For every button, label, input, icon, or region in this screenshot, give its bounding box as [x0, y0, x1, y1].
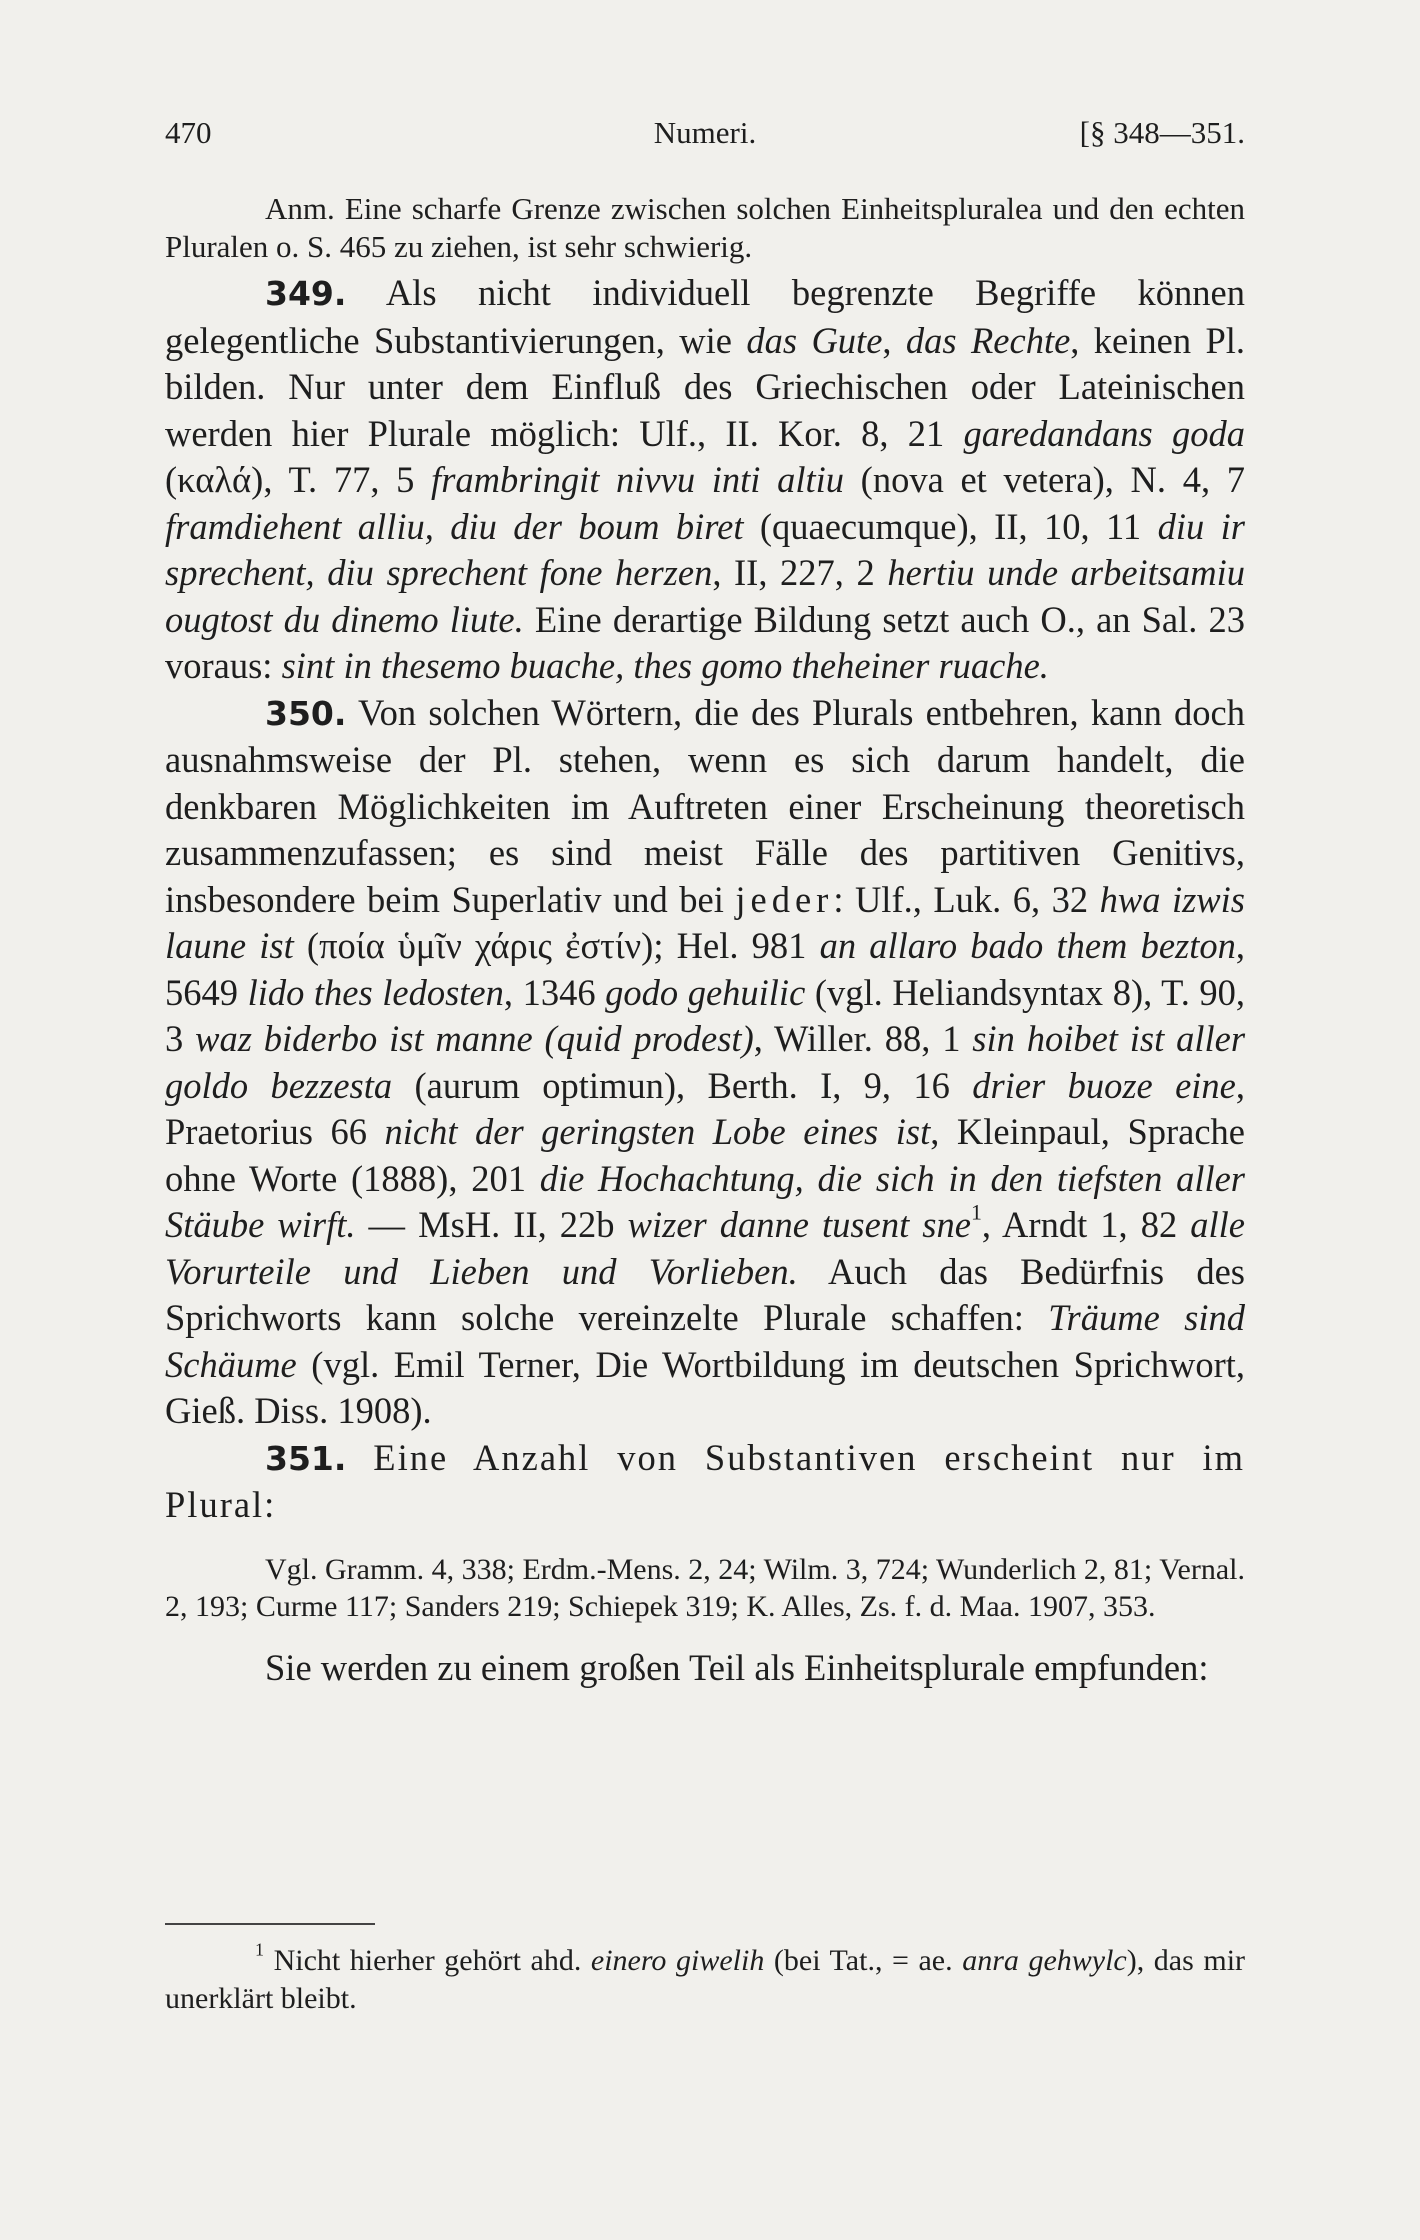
literature-references: Vgl. Gramm. 4, 338; Erdm.-Mens. 2, 24; Wilm. 3, 724; Wunderlich 2, 81; Vernal. 2, 193; Curme 117; Sanders 219; Schiepek 319; K. Alles, Zs. f. d. Maa. 1907, 353.: [165, 1552, 1245, 1623]
section-350: 350. Von solchen Wörtern, die des Plurals entbehren, kann doch ausnahmsweise der Pl. stehen, wenn es sich darum handelt, die denkbaren Möglichkeiten im Auftreten einer Erscheinung theoretisch zusammenzufassen; es sind meist Fälle des partitiven Genitivs, insbesondere beim Superlativ und bei jeder: Ulf., Luk. 6, 32 hwa izwis laune ist (ποία ὑμῖν χάρις ἐστίν); Hel. 981 an allaro bado them bezton, 5649 lido thes ledosten, 1346 godo gehuilic (vgl. Heliandsyntax 8), T. 90, 3 waz biderbo ist manne (quid prodest), Willer. 88, 1 sin hoibet ist aller goldo bezzesta (aurum optimun), Berth. I, 9, 16 drier buoze eine, Praetorius 66 nicht der geringsten Lobe eines ist, Kleinpaul, Sprache ohne Worte (1888), 201 die Hochachtung, die sich in den tiefsten aller Stäube wirft. — MsH. II, 22b wizer danne tusent sne$^1$, Arndt 1, 82 alle Vorurteile und Lieben und Vorlieben. Auch das Bedürfnis des Sprichworts kann solche vereinzelte Plurale schaffen: Träume sind Schäume (vgl. Emil Terner, Die Wortbildung im deutschen Sprichwort, Gieß. Diss. 1908).: [165, 691, 1246, 1431]
text-body: [165, 190, 1245, 1691]
footnote-ref[interactable]: 1: [970, 1199, 982, 1225]
footnote: $^1$ Nicht hierher gehört ahd. einero giwelih (bei Tat., = ae. anra gehwylc), das mir unerklärt bleibt.: [165, 1939, 1246, 2015]
section-range: [§ 348—351.: [1079, 115, 1245, 150]
section-number-350: 350.: [265, 693, 347, 733]
anm-note: Anm. Eine scharfe Grenze zwischen solchen Einheitspluraleа und den echten Pluralen o. S. 465 zu ziehen, ist sehr schwierig.: [165, 191, 1245, 264]
footnote-mark: 1: [255, 1939, 264, 1960]
closing-paragraph: Sie werden zu einem großen Teil als Einheitsplurale empfunden:: [265, 1646, 1209, 1688]
page-number: 470: [165, 115, 212, 150]
section-number-351: 351.: [265, 1438, 347, 1478]
section-349: 349. Als nicht individuell begrenzte Begriffe können gelegentliche Substantivierungen, wie das Gute, das Rechte, keinen Pl. bilden. Nur unter dem Einfluß des Griechischen oder Lateinischen werden hier Plurale möglich: Ulf., II. Kor. 8, 21 garedandans goda (καλά), T. 77, 5 frambringit nivvu inti altiu (nova et vetera), N. 4, 7 framdiehent alliu, diu der boum biret (quaecumque), II, 10, 11 diu ir sprechent, diu sprechent fone herzen, II, 227, 2 hertiu unde arbeitsamiu ougtost du dinemo liute. Eine derartige Bildung setzt auch O., an Sal. 23 voraus: sint in thesemo buache, thes gomo theheiner ruache.: [165, 272, 1246, 686]
footnote-divider: [165, 1923, 375, 1925]
section-number-349: 349.: [265, 274, 347, 313]
section-351: 351. Eine Anzahl von Substantiven erscheint nur im Plural:: [165, 1436, 1245, 1525]
running-header: [165, 115, 1245, 155]
running-title: Numeri.: [653, 115, 757, 150]
